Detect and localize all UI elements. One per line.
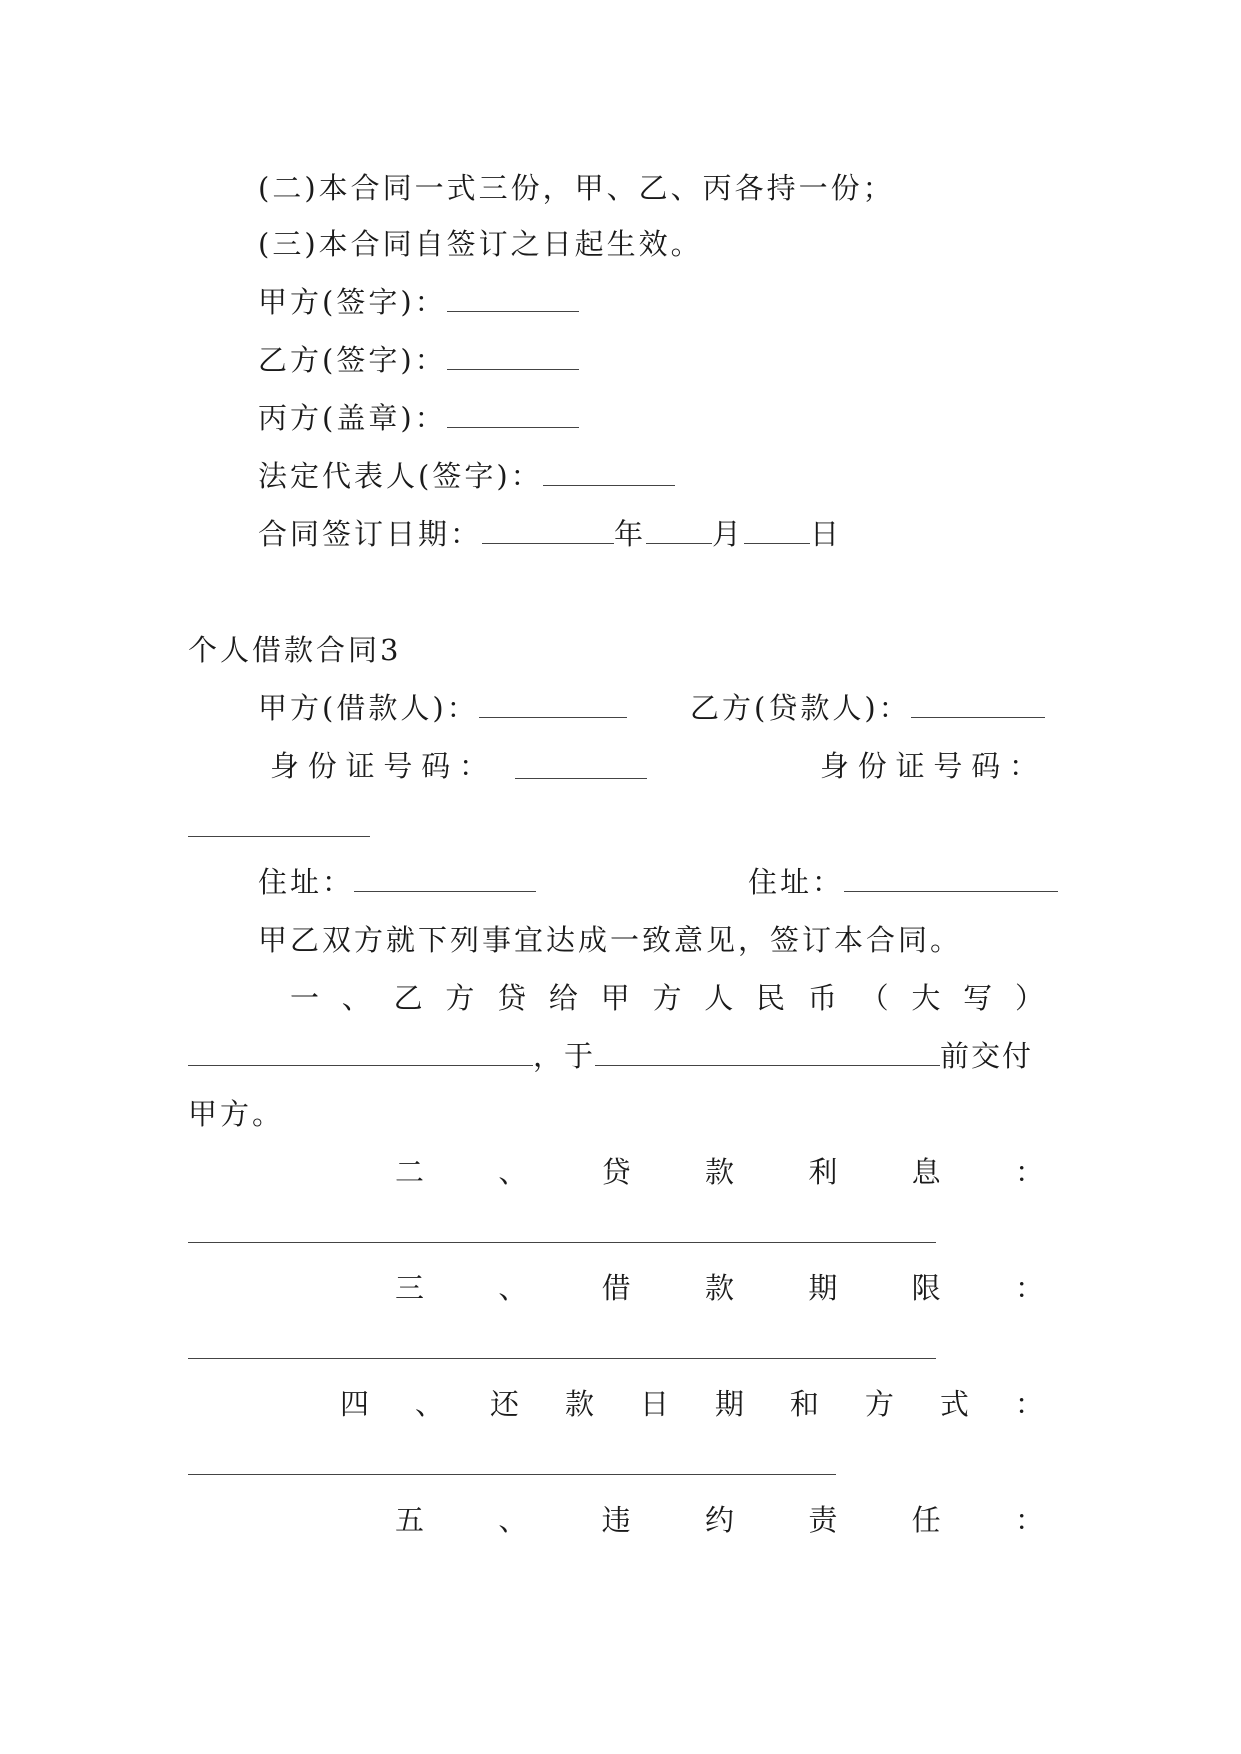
item3-char: 、 [498, 1271, 528, 1305]
item2-char: 贷 [601, 1155, 631, 1189]
item3-char: 限 [911, 1271, 941, 1305]
item5-char: 违 [601, 1503, 631, 1537]
item1-heading [290, 978, 1044, 1018]
item5-char: 约 [704, 1503, 734, 1537]
id-char: 身 [270, 749, 300, 783]
item2-heading [395, 1152, 1044, 1192]
lender-field [690, 688, 1045, 728]
sign-date [258, 514, 842, 554]
legal-rep-signature-label: 法定代表人(签字)： [258, 459, 543, 493]
item3-blank [188, 1358, 936, 1359]
item2-char: 、 [498, 1155, 528, 1189]
item1-end-text: 前交付 [940, 1039, 1034, 1073]
borrower-field [258, 688, 627, 728]
lender-label: 乙方(贷款人)： [690, 691, 911, 725]
item1-char: 大 [911, 981, 941, 1015]
item1-char: （ [859, 981, 889, 1015]
lender-address [748, 862, 1058, 902]
sign-date-day-label: 日 [810, 517, 843, 551]
item5-char: 、 [498, 1503, 528, 1537]
item1-char: 乙 [393, 981, 423, 1015]
item3-char: ： [1014, 1271, 1044, 1305]
id-char: 份 [307, 749, 337, 783]
item2-char: ： [1014, 1155, 1044, 1189]
item5-char: 五 [395, 1503, 425, 1537]
item1-char: 甲 [600, 981, 630, 1015]
item1-char: 贷 [497, 981, 527, 1015]
borrower-address-blank [354, 865, 536, 892]
party-a-signature-label: 甲方(签字)： [258, 285, 447, 319]
item4-char: ： [1014, 1387, 1044, 1421]
id-char: 码 [971, 749, 1001, 783]
id-char: 份 [857, 749, 887, 783]
id-char: ： [458, 749, 488, 783]
item1-char: 人 [704, 981, 734, 1015]
item1-char: ） [1014, 981, 1044, 1015]
item4-char: 和 [789, 1387, 819, 1421]
item1-char: 民 [756, 981, 786, 1015]
clause-copies: (二)本合同一式三份，甲、乙、丙各持一份； [258, 171, 895, 205]
item2-char: 款 [704, 1155, 734, 1189]
item4-char: 式 [939, 1387, 969, 1421]
item1-mid-text: ，于 [533, 1039, 596, 1073]
item4-char: 期 [714, 1387, 744, 1421]
sign-date-label: 合同签订日期： [258, 517, 483, 551]
item1-amount-blank [188, 1039, 533, 1066]
item5-heading [395, 1500, 1044, 1540]
party-c-seal [258, 398, 579, 438]
item4-blank [188, 1474, 836, 1475]
borrower-id-label [270, 746, 488, 786]
item3-char: 借 [601, 1271, 631, 1305]
sign-date-year-blank [482, 517, 614, 544]
party-b-signature-label: 乙方(签字)： [258, 343, 447, 377]
lender-id-blank [188, 836, 370, 837]
item4-heading [340, 1384, 1044, 1424]
contract-title: 个人借款合同3 [188, 633, 402, 667]
sign-date-month-label: 月 [712, 517, 745, 551]
legal-rep-signature-blank [543, 459, 675, 486]
party-b-signature-blank [447, 343, 579, 370]
item1-amount-line [188, 1036, 1033, 1076]
id-char: ： [1008, 749, 1038, 783]
party-c-seal-label: 丙方(盖章)： [258, 401, 447, 435]
item4-char: 款 [564, 1387, 594, 1421]
id-char: 号 [933, 749, 963, 783]
item3-char: 款 [704, 1271, 734, 1305]
borrower-address-label: 住址： [258, 865, 355, 899]
item5-char: ： [1014, 1503, 1044, 1537]
id-char: 号 [383, 749, 413, 783]
item1-char: 一 [290, 981, 320, 1015]
item1-char: 给 [548, 981, 578, 1015]
id-char: 身 [820, 749, 850, 783]
party-a-signature [258, 282, 579, 322]
item1-char: 、 [341, 981, 371, 1015]
item4-char: 四 [340, 1387, 370, 1421]
item3-char: 三 [395, 1271, 425, 1305]
party-a-signature-blank [447, 285, 579, 312]
item2-char: 利 [808, 1155, 838, 1189]
item3-char: 期 [808, 1271, 838, 1305]
item2-blank [188, 1242, 936, 1243]
item4-char: 、 [414, 1387, 444, 1421]
lender-address-label: 住址： [748, 865, 845, 899]
id-char: 码 [421, 749, 451, 783]
sign-date-year-label: 年 [614, 517, 647, 551]
item4-char: 还 [489, 1387, 519, 1421]
item2-char: 息 [911, 1155, 941, 1189]
id-char: 证 [895, 749, 925, 783]
party-b-signature [258, 340, 579, 380]
party-c-seal-blank [447, 401, 579, 428]
item5-char: 责 [808, 1503, 838, 1537]
item1-date-blank [595, 1039, 940, 1066]
item1-char: 方 [445, 981, 475, 1015]
lender-address-blank [844, 865, 1058, 892]
item1-tail: 甲方。 [188, 1097, 285, 1131]
item1-char: 写 [963, 981, 993, 1015]
item5-char: 任 [911, 1503, 941, 1537]
item4-char: 日 [639, 1387, 669, 1421]
clause-effective: (三)本合同自签订之日起生效。 [258, 227, 703, 261]
sign-date-month-blank [646, 517, 712, 544]
lender-id-label [820, 746, 1038, 786]
item1-char: 币 [807, 981, 837, 1015]
id-char: 证 [345, 749, 375, 783]
legal-rep-signature [258, 456, 675, 496]
borrower-label: 甲方(借款人)： [258, 691, 479, 725]
item4-char: 方 [864, 1387, 894, 1421]
item1-char: 方 [652, 981, 682, 1015]
lender-blank [911, 691, 1045, 718]
contract-intro: 甲乙双方就下列事宜达成一致意见，签订本合同。 [258, 923, 963, 957]
borrower-blank [479, 691, 627, 718]
borrower-address [258, 862, 536, 902]
item2-char: 二 [395, 1155, 425, 1189]
sign-date-day-blank [744, 517, 810, 544]
item3-heading [395, 1268, 1044, 1308]
borrower-id-blank [515, 778, 647, 779]
